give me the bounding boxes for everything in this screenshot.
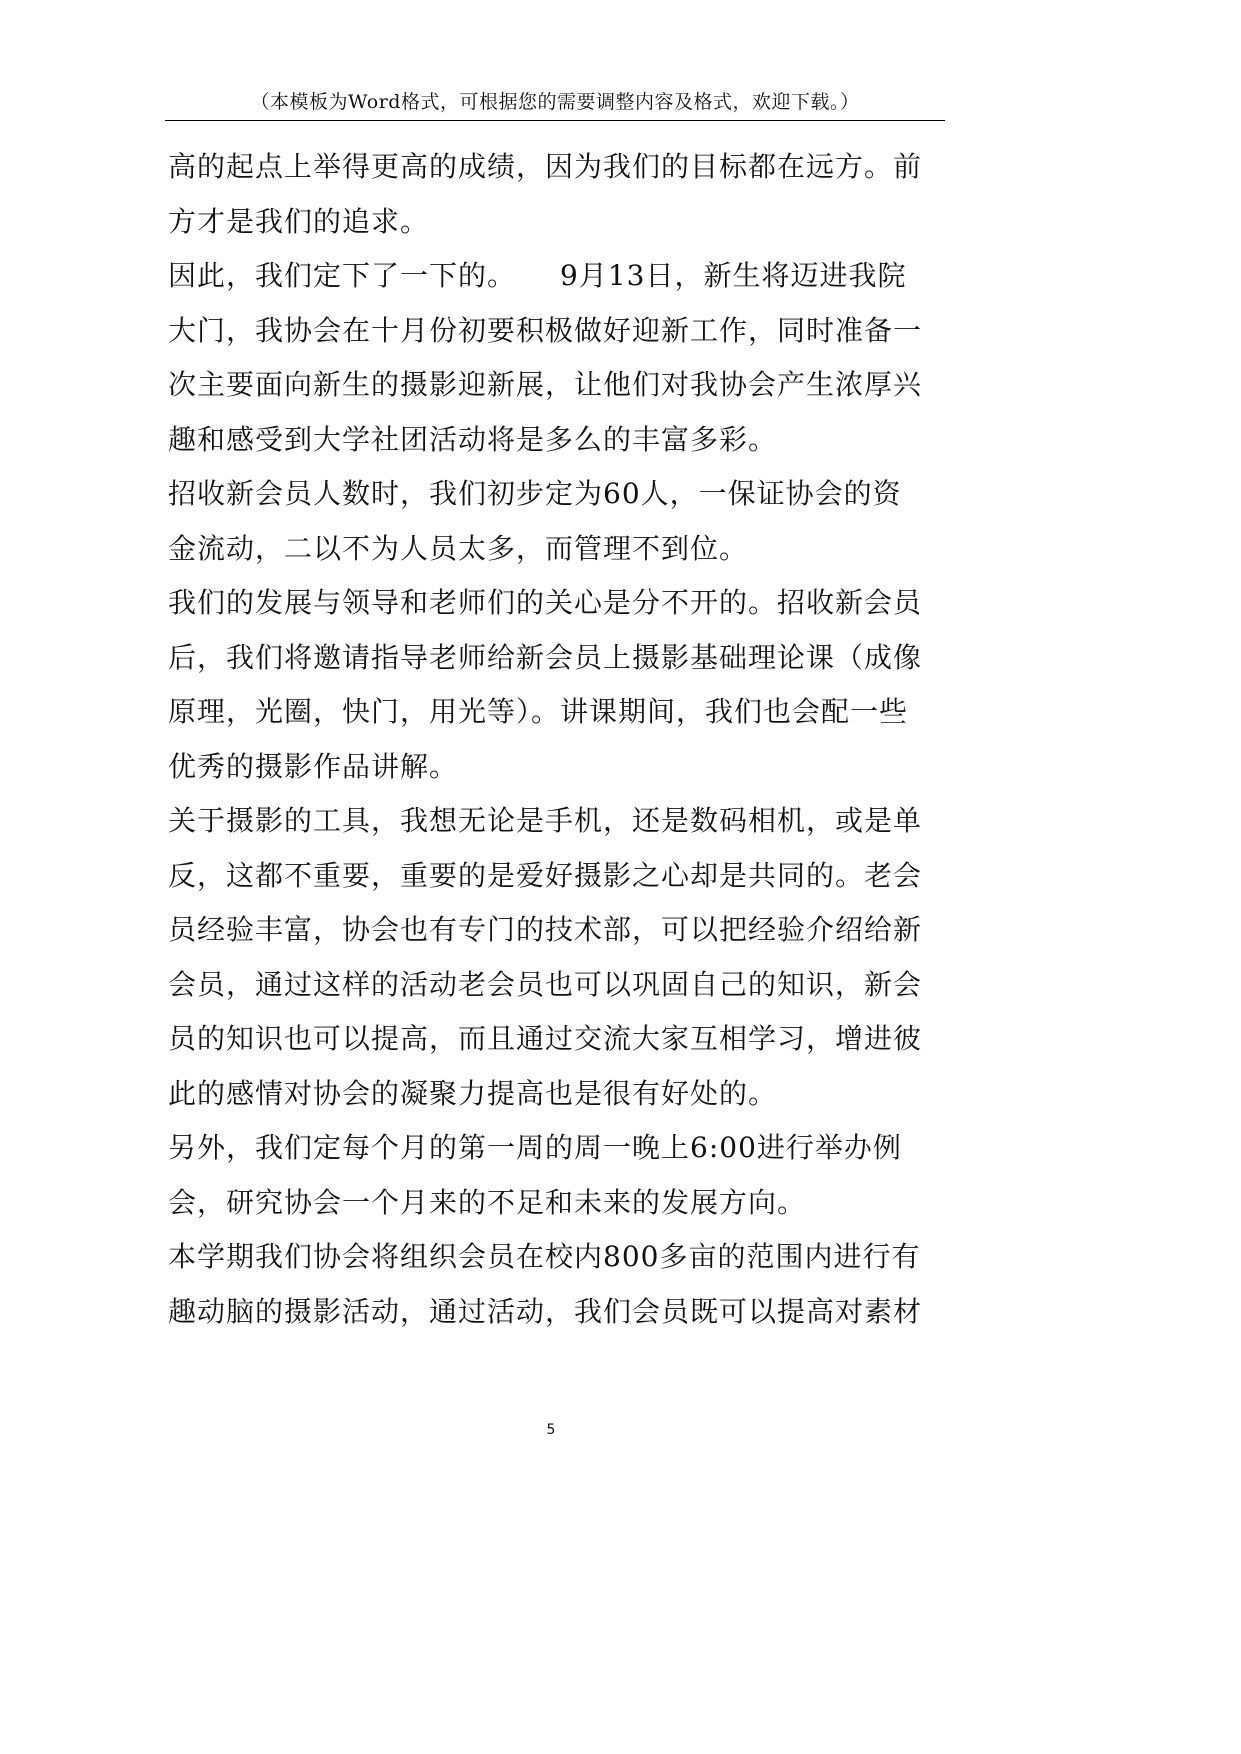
body-line: 会员，通过这样的活动老会员也可以巩固自己的知识，新会 bbox=[168, 967, 923, 1001]
body-line: 本学期我们协会将组织会员在校内800多亩的范围内进行有 bbox=[168, 1240, 921, 1273]
body-line: 关于摄影的工具，我想无论是手机，还是数码相机，或是单 bbox=[168, 804, 923, 837]
page-header-note: （本模板为Word格式，可根据您的需要调整内容及格式，欢迎下载。） bbox=[250, 91, 860, 113]
body-line: 大门，我协会在十月份初要积极做好迎新工作，同时准备一 bbox=[168, 313, 923, 347]
page-number: 5 bbox=[546, 1422, 556, 1438]
body-line: 金流动，二以不为人员太多，而管理不到位。 bbox=[168, 531, 749, 565]
body-line: 员的知识也可以提高，而且通过交流大家互相学习，增进彼 bbox=[168, 1022, 923, 1055]
body-line: 趣动脑的摄影活动，通过活动，我们会员既可以提高对素材 bbox=[168, 1294, 923, 1328]
header-divider bbox=[165, 120, 945, 121]
body-line: 我们的发展与领导和老师们的关心是分不开的。招收新会员 bbox=[168, 586, 923, 619]
body-line: 后，我们将邀请指导老师给新会员上摄影基础理论课（成像 bbox=[168, 640, 923, 674]
body-line: 因此，我们定下了一下的。 9月13日，新生将迈进我院 bbox=[168, 259, 907, 292]
body-line: 会，研究协会一个月来的不足和未来的发展方向。 bbox=[168, 1185, 807, 1219]
body-line: 此的感情对协会的凝聚力提高也是很有好处的。 bbox=[168, 1076, 778, 1110]
body-line: 次主要面向新生的摄影迎新展，让他们对我协会产生浓厚兴 bbox=[168, 368, 923, 401]
body-line: 方才是我们的追求。 bbox=[168, 204, 430, 238]
body-line: 招收新会员人数时，我们初步定为60人，一保证协会的资 bbox=[168, 477, 902, 510]
body-line: 原理，光圈，快门，用光等）。讲课期间，我们也会配一些 bbox=[168, 695, 909, 728]
body-line: 员经验丰富，协会也有专门的技术部，可以把经验介绍给新 bbox=[168, 913, 923, 946]
body-line: 高的起点上举得更高的成绩，因为我们的目标都在远方。前 bbox=[168, 150, 923, 183]
document-body bbox=[168, 140, 948, 1339]
body-line: 趣和感受到大学社团活动将是多么的丰富多彩。 bbox=[168, 422, 778, 456]
body-line: 另外，我们定每个月的第一周的周一晚上6:00进行举办例 bbox=[168, 1131, 902, 1164]
body-line: 优秀的摄影作品讲解。 bbox=[168, 749, 459, 783]
body-line: 反，这都不重要，重要的是爱好摄影之心却是共同的。老会 bbox=[168, 858, 923, 892]
